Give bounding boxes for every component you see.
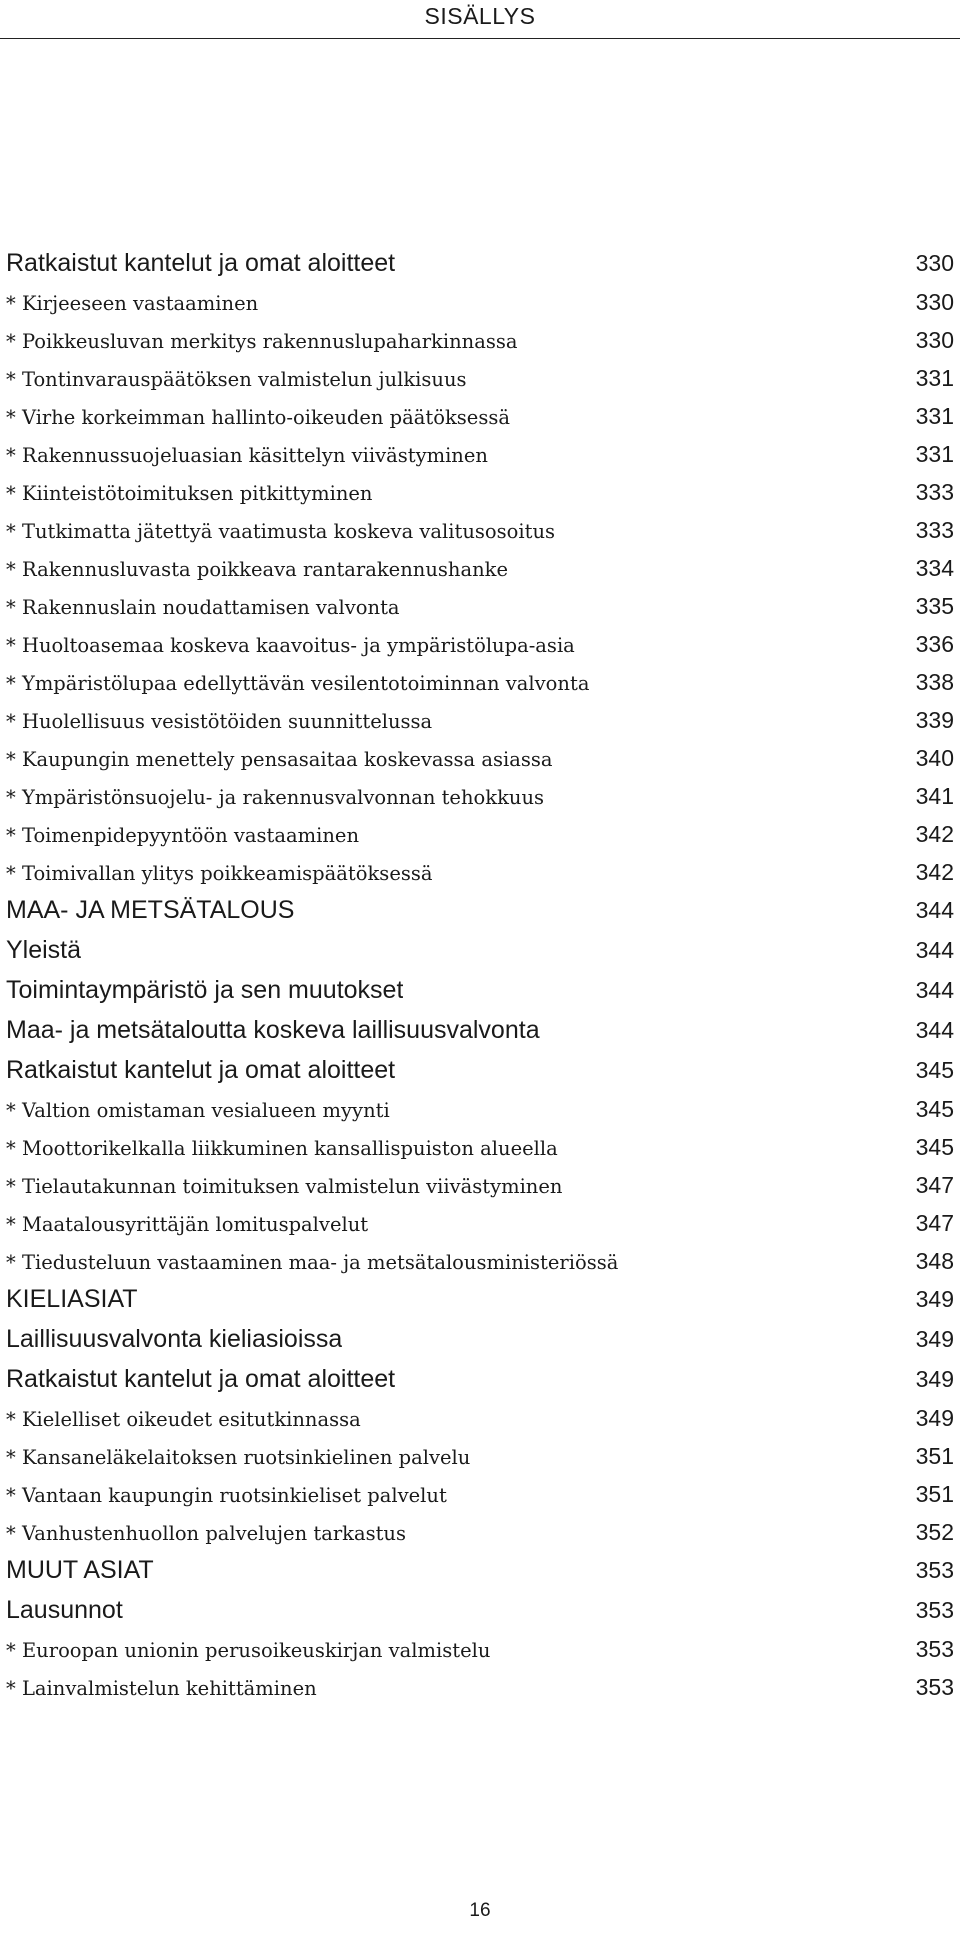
header-divider [0, 38, 960, 39]
toc-chapter[interactable] [6, 1551, 954, 1590]
toc-page-number: 348 [915, 1248, 954, 1274]
toc-entry-title: * Huoltoasemaa koskeva kaavoitus- ja ympäristölupa-asia [6, 634, 575, 657]
toc-entry[interactable] [6, 1128, 954, 1166]
table-of-contents [6, 243, 954, 1706]
toc-section[interactable] [6, 930, 954, 970]
toc-entry-title: * Ympäristölupaa edellyttävän vesilentotoiminnan valvonta [6, 672, 590, 695]
toc-entry[interactable] [6, 1090, 954, 1128]
toc-page-number: 344 [915, 937, 954, 963]
toc-section[interactable] [6, 970, 954, 1010]
toc-entry[interactable] [6, 1242, 954, 1280]
toc-page-number: 345 [915, 1096, 954, 1122]
toc-entry-title: * Rakennussuojeluasian käsittelyn viivästyminen [6, 444, 488, 467]
toc-page-number: 340 [915, 745, 954, 771]
toc-entry[interactable] [6, 853, 954, 891]
toc-entry-title: * Maatalousyrittäjän lomituspalvelut [6, 1213, 369, 1236]
toc-entry[interactable] [6, 1204, 954, 1242]
toc-page-number: 331 [915, 403, 954, 429]
toc-page-number: 331 [915, 365, 954, 391]
toc-page-number: 344 [915, 1017, 954, 1043]
toc-entry[interactable] [6, 1630, 954, 1668]
toc-page-number: 352 [915, 1519, 954, 1545]
toc-page-number: 344 [915, 897, 954, 923]
toc-page-number: 347 [915, 1172, 954, 1198]
toc-entry-title: Lausunnot [6, 1596, 123, 1624]
toc-entry-title: * Rakennuslain noudattamisen valvonta [6, 596, 400, 619]
toc-entry-title: * Tiedusteluun vastaaminen maa- ja metsätalousministeriössä [6, 1251, 619, 1274]
toc-entry[interactable] [6, 1668, 954, 1706]
toc-entry-title: * Tontinvarauspäätöksen valmistelun julkisuus [6, 368, 467, 391]
running-head: SISÄLLYS [424, 3, 536, 29]
toc-page-number: 349 [915, 1286, 954, 1312]
toc-page-number: 330 [915, 327, 954, 353]
toc-entry[interactable] [6, 1475, 954, 1513]
toc-entry[interactable] [6, 397, 954, 435]
toc-entry[interactable] [6, 1437, 954, 1475]
toc-page-number: 339 [915, 707, 954, 733]
toc-page-number: 345 [915, 1134, 954, 1160]
toc-page-number: 334 [915, 555, 954, 581]
toc-section[interactable] [6, 1010, 954, 1050]
toc-entry-title: * Poikkeusluvan merkitys rakennuslupaharkinnassa [6, 330, 518, 353]
toc-entry-title: * Toimenpidepyyntöön vastaaminen [6, 824, 360, 847]
toc-entry[interactable] [6, 663, 954, 701]
toc-entry-title: Toimintaympäristö ja sen muutokset [6, 976, 404, 1004]
toc-entry[interactable] [6, 321, 954, 359]
toc-page-number: 353 [915, 1674, 954, 1700]
toc-page-number: 330 [915, 250, 954, 276]
toc-chapter[interactable] [6, 1280, 954, 1319]
page-number: 16 [469, 1900, 491, 1921]
toc-entry[interactable] [6, 815, 954, 853]
toc-entry-title: * Virhe korkeimman hallinto-oikeuden päätöksessä [6, 406, 510, 429]
toc-page-number: 331 [915, 441, 954, 467]
toc-entry-title: * Moottorikelkalla liikkuminen kansallispuiston alueella [6, 1137, 558, 1160]
toc-page-number: 351 [915, 1481, 954, 1507]
toc-entry-title: * Lainvalmistelun kehittäminen [6, 1677, 317, 1700]
toc-entry-title: * Kirjeeseen vastaaminen [6, 292, 259, 315]
toc-page-number: 353 [915, 1557, 954, 1583]
toc-entry-title: * Kielelliset oikeudet esitutkinnassa [6, 1408, 361, 1431]
toc-chapter[interactable] [6, 891, 954, 930]
toc-page-number: 349 [915, 1326, 954, 1352]
page-header [0, 0, 960, 40]
toc-entry-title: * Toimivallan ylitys poikkeamispäätöksessä [6, 862, 433, 885]
toc-entry[interactable] [6, 1513, 954, 1551]
toc-entry-title: * Valtion omistaman vesialueen myynti [6, 1099, 390, 1122]
toc-entry-title: Ratkaistut kantelut ja omat aloitteet [6, 1056, 396, 1084]
toc-entry-title: Maa- ja metsätaloutta koskeva laillisuusvalvonta [6, 1016, 540, 1044]
toc-page-number: 333 [915, 479, 954, 505]
toc-entry[interactable] [6, 1166, 954, 1204]
toc-section[interactable] [6, 243, 954, 283]
toc-entry[interactable] [6, 625, 954, 663]
toc-page-number: 344 [915, 977, 954, 1003]
toc-page-number: 353 [915, 1636, 954, 1662]
toc-page-number: 341 [915, 783, 954, 809]
toc-section[interactable] [6, 1359, 954, 1399]
toc-entry[interactable] [6, 473, 954, 511]
toc-entry-title: * Kansaneläkelaitoksen ruotsinkielinen palvelu [6, 1446, 471, 1469]
toc-page-number: 353 [915, 1597, 954, 1623]
toc-entry[interactable] [6, 435, 954, 473]
toc-page-number: 351 [915, 1443, 954, 1469]
toc-entry-title: * Kaupungin menettely pensasaitaa koskevassa asiassa [6, 748, 553, 771]
toc-entry[interactable] [6, 739, 954, 777]
toc-entry[interactable] [6, 587, 954, 625]
toc-entry-title: * Ympäristönsuojelu- ja rakennusvalvonnan tehokkuus [6, 786, 545, 809]
toc-entry-title: KIELIASIAT [6, 1285, 138, 1313]
toc-entry[interactable] [6, 1399, 954, 1437]
toc-page-number: 349 [915, 1405, 954, 1431]
toc-entry-title: * Tutkimatta jätettyä vaatimusta koskeva valitusosoitus [6, 520, 556, 543]
toc-page-number: 342 [915, 821, 954, 847]
toc-page-number: 330 [915, 289, 954, 315]
toc-entry-title: * Kiinteistötoimituksen pitkittyminen [6, 482, 373, 505]
toc-page-number: 333 [915, 517, 954, 543]
toc-section[interactable] [6, 1319, 954, 1359]
toc-entry-title: Ratkaistut kantelut ja omat aloitteet [6, 1365, 396, 1393]
toc-section[interactable] [6, 1590, 954, 1630]
toc-page-number: 336 [915, 631, 954, 657]
toc-section[interactable] [6, 1050, 954, 1090]
toc-entry-title: * Rakennusluvasta poikkeava rantarakennushanke [6, 558, 509, 581]
toc-entry-title: * Vantaan kaupungin ruotsinkieliset palvelut [6, 1484, 447, 1507]
toc-page-number: 349 [915, 1366, 954, 1392]
toc-page-number: 347 [915, 1210, 954, 1236]
toc-entry-title: * Vanhustenhuollon palvelujen tarkastus [6, 1522, 406, 1545]
toc-entry-title: Yleistä [6, 936, 82, 964]
toc-entry-title: * Euroopan unionin perusoikeuskirjan valmistelu [6, 1639, 491, 1662]
toc-entry-title: Laillisuusvalvonta kieliasioissa [6, 1325, 343, 1353]
toc-page-number: 345 [915, 1057, 954, 1083]
toc-entry[interactable] [6, 549, 954, 587]
toc-entry[interactable] [6, 701, 954, 739]
toc-entry[interactable] [6, 359, 954, 397]
toc-entry[interactable] [6, 283, 954, 321]
toc-entry-title: MUUT ASIAT [6, 1556, 154, 1584]
toc-entry-title: Ratkaistut kantelut ja omat aloitteet [6, 249, 396, 277]
toc-entry-title: MAA- JA METSÄTALOUS [6, 896, 295, 924]
toc-entry[interactable] [6, 511, 954, 549]
toc-page-number: 335 [915, 593, 954, 619]
toc-entry-title: * Tielautakunnan toimituksen valmistelun viivästyminen [6, 1175, 563, 1198]
toc-entry-title: * Huolellisuus vesistötöiden suunnittelussa [6, 710, 433, 733]
toc-page-number: 338 [915, 669, 954, 695]
toc-page-number: 342 [915, 859, 954, 885]
toc-entry[interactable] [6, 777, 954, 815]
